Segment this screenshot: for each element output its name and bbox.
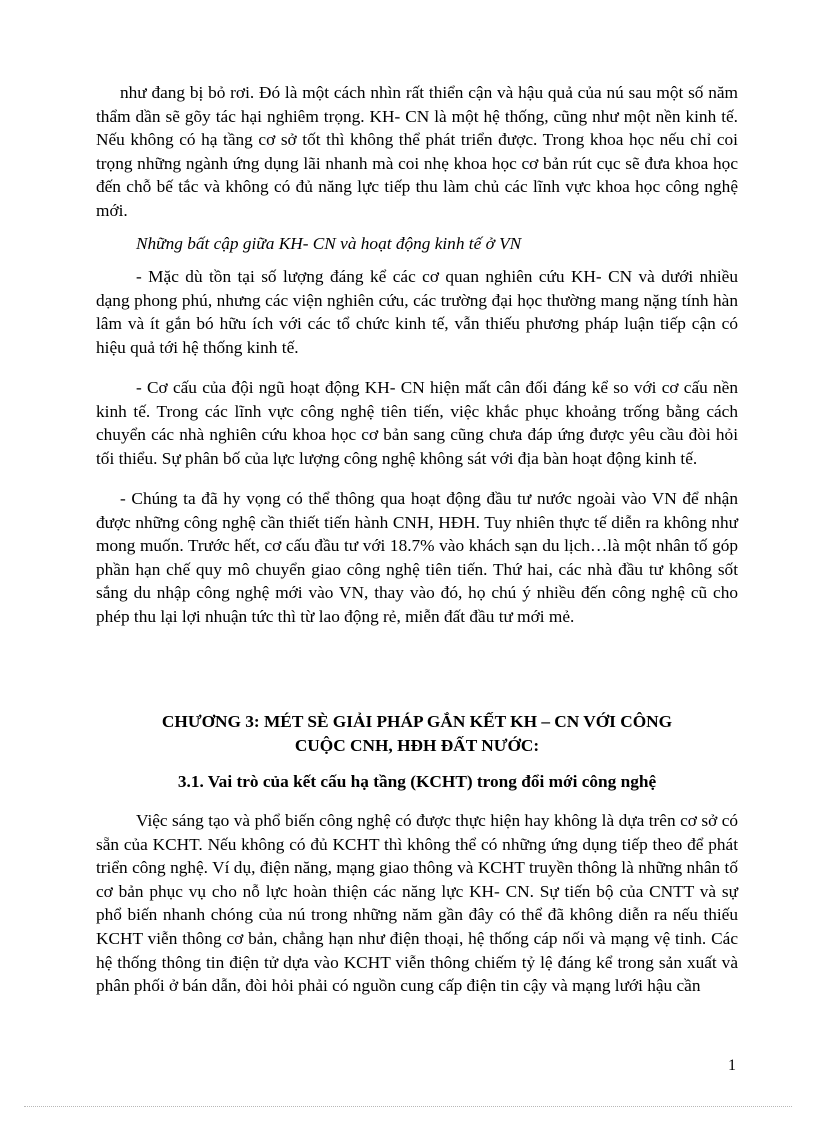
section-heading: 3.1. Vai trò của kết cấu hạ tầng (KCHT) trong đổi mới công nghệ [177, 772, 657, 791]
chapter-heading [96, 710, 738, 757]
body-paragraph: - Chúng ta đã hy vọng có thể thông qua hoạt động đầu tư nước ngoài vào VN để nhận được những công nghệ cần thiết tiến hành CNH, HĐH. Tuy nhiên thực tế diễn ra không như mong muốn. Trước hết, cơ cấu đầu tư với 18.7% vào khách sạn du lịch…là một nhân tố góp phần hạn chế quy mô chuyển giao công nghệ tiên tiến. Thứ hai, các nhà đầu tư không sốt sắng du nhập công nghệ mới vào VN, thay vào đó, họ chú ý nhiều đến công nghệ cũ cho phép thu lại lợi nhuận tức thì từ lao động rẻ, miễn đất đầu tư mới mẻ. [96, 489, 738, 626]
body-paragraph: như đang bị bỏ rơi. Đó là một cách nhìn rất thiển cận và hậu quả của nú sau một số năm thẩm dần sẽ gõy tác hại nghiêm trọng. KH- CN là một hệ thống, cũng như một nền kinh tế. Nếu không có hạ tầng cơ sở tốt thì không thể phát triển được. Trong khoa học nếu chỉ coi trọng những ngành ứng dụng lãi nhanh mà coi nhẹ khoa học cơ bản rút cục sẽ đưa khoa học đến chỗ bế tắc và không có đủ năng lực tiếp thu làm chủ các lĩnh vực khoa học công nghệ mới. [96, 83, 738, 220]
body-paragraph: - Mặc dù tồn tại số lượng đáng kể các cơ quan nghiên cứu KH- CN và dưới nhiều dạng phong phú, nhưng các viện nghiên cứu, các trường đại học thường mang nặng tính hàn lâm và ít gắn bó hữu ích với các tổ chức kinh tế, vẫn thiếu phương pháp luận tiếp cận có hiệu quả tới hệ thống kinh tế. [96, 267, 738, 357]
body-paragraph: Việc sáng tạo và phổ biến công nghệ có được thực hiện hay không là dựa trên cơ sở có sẵn của KCHT. Nếu không có đủ KCHT thì không thể có những ứng dụng tiếp theo để phát triển công nghệ. Ví dụ, điện năng, mạng giao thông và KCHT truyền thông là những nhân tố cơ bản phục vụ cho nỗ lực hoàn thiện các năng lực KH- CN. Sự tiến bộ của CNTT và sự phổ biến nhanh chóng của nú trong những năm gần đây có thể đã không diễn ra nếu thiếu KCHT viễn thông cơ bản, chẳng hạn như điện thoại, hệ thống cáp nối và mạng vệ tinh. Các hệ thống thông tin điện tử dựa vào KCHT viễn thông chiếm tỷ lệ đáng kể trong sản xuất và phân phối ở bán dẫn, đòi hỏi phải có nguồn cung cấp điện tin cậy và mạng lưới hậu cần [96, 811, 738, 996]
chapter-heading-line: CUỘC CNH, HĐH ĐẤT NƯỚC: [294, 735, 540, 755]
body-paragraph: - Cơ cấu của đội ngũ hoạt động KH- CN hiện mất cân đối đáng kể so với cơ cấu nền kinh tế. Trong các lĩnh vực công nghệ tiên tiến, việc khắc phục khoảng trống bằng cách chuyển các nhà nghiên cứu khoa học cơ bản sang cũng chưa đáp ứng được yêu cầu đòi hỏi tối thiểu. Sự phân bố của lực lượng công nghệ không sát với địa bàn hoạt động kinh tế. [96, 378, 738, 468]
footer-divider [24, 1106, 792, 1107]
italic-subheading: Những bất cập giữa KH- CN và hoạt động kinh tế ở VN [136, 234, 522, 253]
chapter-heading-line: CHƯƠNG 3: MÉT SÈ GIẢI PHÁP GẮN KẾT KH – CN VỚI CÔNG [161, 712, 673, 731]
page-number: 1 [728, 1057, 736, 1074]
